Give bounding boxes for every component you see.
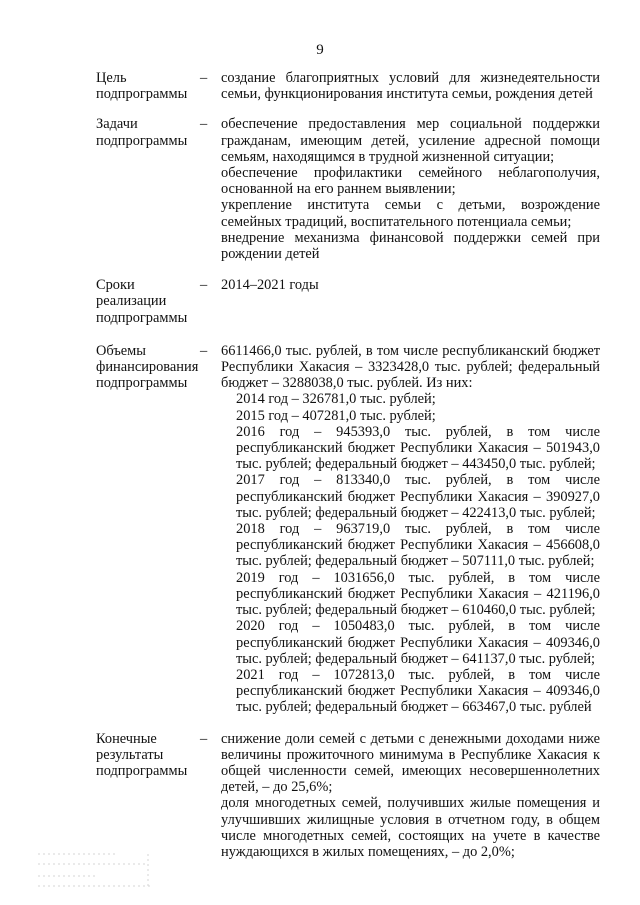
paragraph-year: 2016 год – 945393,0 тыс. рублей, в том числе республиканский бюджет Республики Хакасия – 501943,0 тыс. рублей; федеральный бюджет – 443450,0 тыс. рублей; <box>236 423 600 473</box>
subprogram-passport-table <box>96 70 600 860</box>
row-label-results: Конечные результаты подпрограммы <box>96 730 188 779</box>
row-terms <box>96 277 600 326</box>
paragraph-year: 2014 год – 326781,0 тыс. рублей; <box>236 391 436 408</box>
paragraph-year: 2019 год – 1031656,0 тыс. рублей, в том числе республиканский бюджет Республики Хакасия – 421196,0 тыс. рублей; федеральный бюджет – 610460,0 тыс. рублей; <box>236 569 600 619</box>
row-results <box>96 731 600 861</box>
paragraph: создание благоприятных условий для жизнедеятельности семьи, функционирования института семьи, рождения детей <box>221 70 600 103</box>
paragraph-year: 2015 год – 407281,0 тыс. рублей; <box>236 407 436 424</box>
paragraph: внедрение механизма финансовой поддержки семей при рождении детей <box>221 229 600 263</box>
row-content-terms <box>221 277 600 326</box>
paragraph: 2014–2021 годы <box>221 277 319 294</box>
row-dash: – <box>200 342 208 359</box>
row-label-terms: Сроки реализации подпрограммы <box>96 277 188 326</box>
row-content-results <box>221 731 600 861</box>
paragraph: обеспечение профилактики семейного неблагополучия, основанной на его раннем выявлении; <box>221 165 600 198</box>
row-funding <box>96 343 600 716</box>
row-goal <box>96 70 600 102</box>
row-content-goal <box>221 70 600 102</box>
row-dash: – <box>200 277 208 294</box>
paragraph: снижение доли семей с детьми с денежными доходами ниже величины прожиточного минимума в Республике Хакасия к общей численности семей, имеющих несовершеннолетних детей, – до 25,6%; <box>221 730 600 796</box>
paragraph: обеспечение предоставления мер социальной поддержки гражданам, имеющим детей, усиление адресной помощи семьям, находящимся в трудной жизненной ситуации; <box>221 116 600 165</box>
row-content-funding <box>221 343 600 716</box>
paragraph-year: 2018 год – 963719,0 тыс. рублей, в том числе республиканский бюджет Республики Хакасия – 456608,0 тыс. рублей; федеральный бюджет – 507111,0 тыс. рублей; <box>236 521 600 570</box>
page-number: 9 <box>316 42 324 58</box>
row-dash: – <box>200 70 208 86</box>
row-label-tasks: Задачи подпрограммы <box>96 116 188 149</box>
paragraph-year: 2021 год – 1072813,0 тыс. рублей, в том числе республиканский бюджет Республики Хакасия – 409346,0 тыс. рублей; федеральный бюджет – 663467,0 тыс. рублей <box>236 666 600 716</box>
row-label-goal: Цель подпрограммы <box>96 70 188 103</box>
row-content-tasks <box>221 116 600 262</box>
paragraph: 6611466,0 тыс. рублей, в том числе республиканский бюджет Республики Хакасия – 3323428,0 тыс. рублей; федеральный бюджет – 3288038,0 тыс. рублей. Из них: <box>221 342 600 392</box>
paragraph: доля многодетных семей, получивших жилые помещения и улучшивших жилищные условия в отчетном году, в общем числе многодетных семей, состоящих на учете в качестве нуждающихся в жилых помещениях, – до 2,0%; <box>221 795 600 860</box>
faint-stamp-mark <box>36 850 154 890</box>
paragraph-year: 2017 год – 813340,0 тыс. рублей, в том числе республиканский бюджет Республики Хакасия – 390927,0 тыс. рублей; федеральный бюджет – 422413,0 тыс. рублей; <box>236 472 600 521</box>
row-dash: – <box>200 730 208 747</box>
row-label-funding: Объемы финансирования подпрограммы <box>96 342 199 392</box>
paragraph: укрепление института семьи с детьми, возрождение семейных традиций, воспитательного потенциала семьи; <box>221 197 600 230</box>
row-dash: – <box>200 116 208 133</box>
paragraph-year: 2020 год – 1050483,0 тыс. рублей, в том числе республиканский бюджет Республики Хакасия – 409346,0 тыс. рублей; федеральный бюджет – 641137,0 тыс. рублей; <box>236 618 600 667</box>
row-tasks <box>96 116 600 262</box>
